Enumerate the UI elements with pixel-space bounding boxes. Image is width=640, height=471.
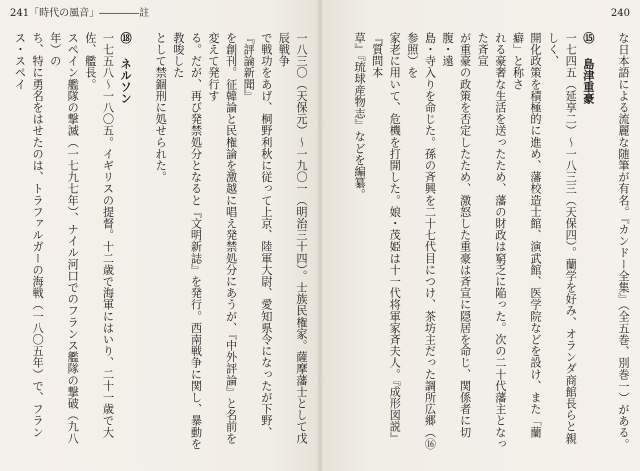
text-line: を創刊。征韓論と民権論を激越に唱え発禁処分にあうが、『中外評論』と名前を変えて発行す [207,32,238,444]
text-line: として禁錮刑に処せられた。 [154,32,168,183]
running-header: 241「時代の風音」――――註 [10,8,150,19]
paragraph-gap [333,32,351,452]
text-line: スペイン艦隊の撃滅（一七九七年）、ナイル河口でのフランス艦隊の撃破（九八年）の [48,32,80,444]
right-page [322,0,640,471]
text-line: ち、特に勇名をはせたのは、トラファルガーの海戦（一八〇五年）で、フランス・スペイ [13,32,45,438]
text-line: る。だが、再び発禁処分となると『文明新誌』を発行。西南戦争に関し、暴動を教唆した [171,32,203,450]
text-line: で戦功をあげ、桐野利秋に従って上京、陸軍大尉、愛知県令になったが下野、『評論新聞』 [242,32,273,438]
text-line: 一七四五（延享二）～一八三三（天保四）。蘭学を好み、オランダ商館長らと親しく、 [546,32,578,444]
right-page-text [332,32,632,452]
paragraph-gap [134,32,152,452]
text-line: 一七五八～一八〇五。イギリスの提督。十二歳で海軍にはいり、二十一歳で大佐、艦長。 [83,32,115,438]
entry-title-zusho [332,32,333,452]
text-line: 開化政策を積極的に進め、藩校造士館、演武館、医学院などを設け、また「蘭癖」と称さ [511,32,543,438]
text-line: 家老に用いて、危機を打開した。娘・茂姫は十一代将軍家斉夫人。『成形図説』『質問本 [370,32,402,444]
text-line: 一八三〇（天保元）～一九〇一（明治三十四）。士族民権家。薩摩藩士として戊辰戦争 [277,32,308,444]
paragraph-gap [597,32,615,452]
entry-title-shimazu: ⑮ 島津重豪 [581,32,596,105]
text-line: 草』『琉球産物志』などを編纂。 [353,32,367,201]
text-line [10,32,11,452]
text-line: 島・寺入りを命じた。孫の斉興を二十七代目につけ、茶坊主だった調所広郷（⑯参照）を [405,32,437,450]
text-line: れる豪奢な生活を送ったため、藩の財政は窮乏に陥った。次の二十代藩主となった斉宣 [476,32,507,450]
left-page-text [10,32,310,452]
page-number: 240 [610,8,630,19]
text-line: が重豪の政策を否定したため、激怒した重豪は斉宣に隠居を命じ、関係者に切腹・遠 [441,32,472,438]
text-line: な日本語による流麗な随筆が有名。『カンドー全集』（全五巻、別巻一）がある。 [617,32,630,450]
left-page [0,0,318,471]
entry-title-nelson: ⑱ ネルソン [119,32,134,105]
